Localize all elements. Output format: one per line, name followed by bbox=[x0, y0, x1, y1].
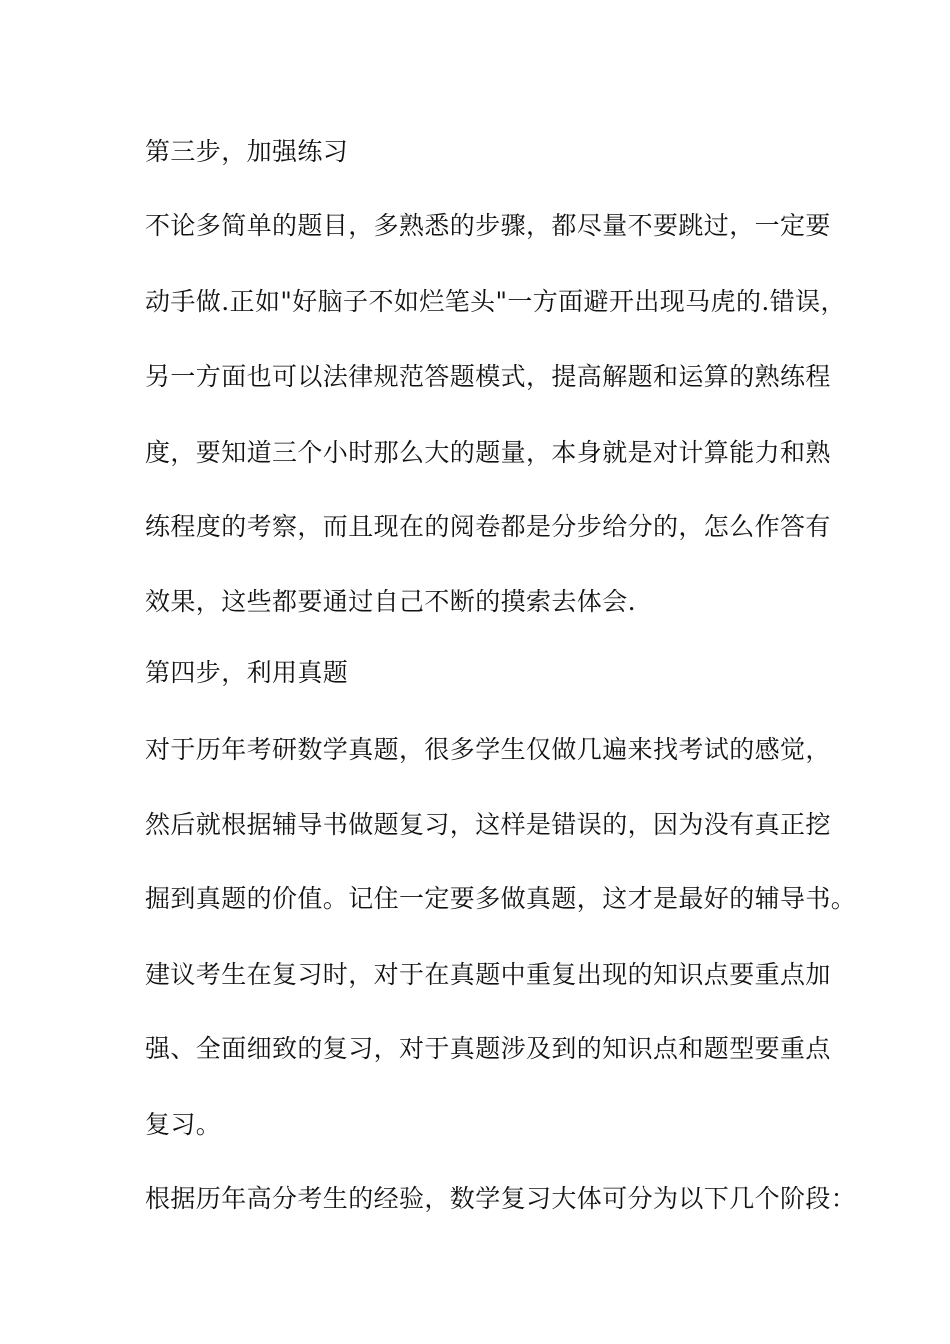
paragraph-line: 度，要知道三个小时那么大的题量，本身就是对计算能力和熟 bbox=[145, 438, 831, 467]
paragraph-line: 效果，这些都要通过自己不断的摸索去体会. bbox=[145, 587, 636, 616]
paragraph-line: 不论多简单的题目，多熟悉的步骤，都尽量不要跳过，一定要 bbox=[145, 211, 831, 240]
paragraph-line: 对于历年考研数学真题，很多学生仅做几遍来找考试的感觉， bbox=[145, 735, 831, 764]
paragraph-line: 建议考生在复习时，对于在真题中重复出现的知识点要重点加 bbox=[145, 960, 831, 989]
section-heading-step-four: 第四步，利用真题 bbox=[145, 658, 349, 687]
paragraph-line: 掘到真题的价值。记住一定要多做真题，这才是最好的辅导书。 bbox=[145, 884, 857, 913]
paragraph-line: 复习。 bbox=[145, 1110, 222, 1139]
paragraph-line: 另一方面也可以法律规范答题模式，提高解题和运算的熟练程 bbox=[145, 362, 831, 391]
paragraph-line: 根据历年高分考生的经验，数学复习大体可分为以下几个阶段： bbox=[145, 1184, 857, 1213]
paragraph-line: 动手做.正如"好脑子不如烂笔头"一方面避开出现马虎的.错误， bbox=[145, 287, 846, 316]
paragraph-line: 然后就根据辅导书做题复习，这样是错误的，因为没有真正挖 bbox=[145, 810, 831, 839]
paragraph-line: 强、全面细致的复习，对于真题涉及到的知识点和题型要重点 bbox=[145, 1034, 831, 1063]
paragraph-line: 练程度的考察，而且现在的阅卷都是分步给分的，怎么作答有 bbox=[145, 512, 831, 541]
section-heading-step-three: 第三步，加强练习 bbox=[145, 137, 349, 166]
